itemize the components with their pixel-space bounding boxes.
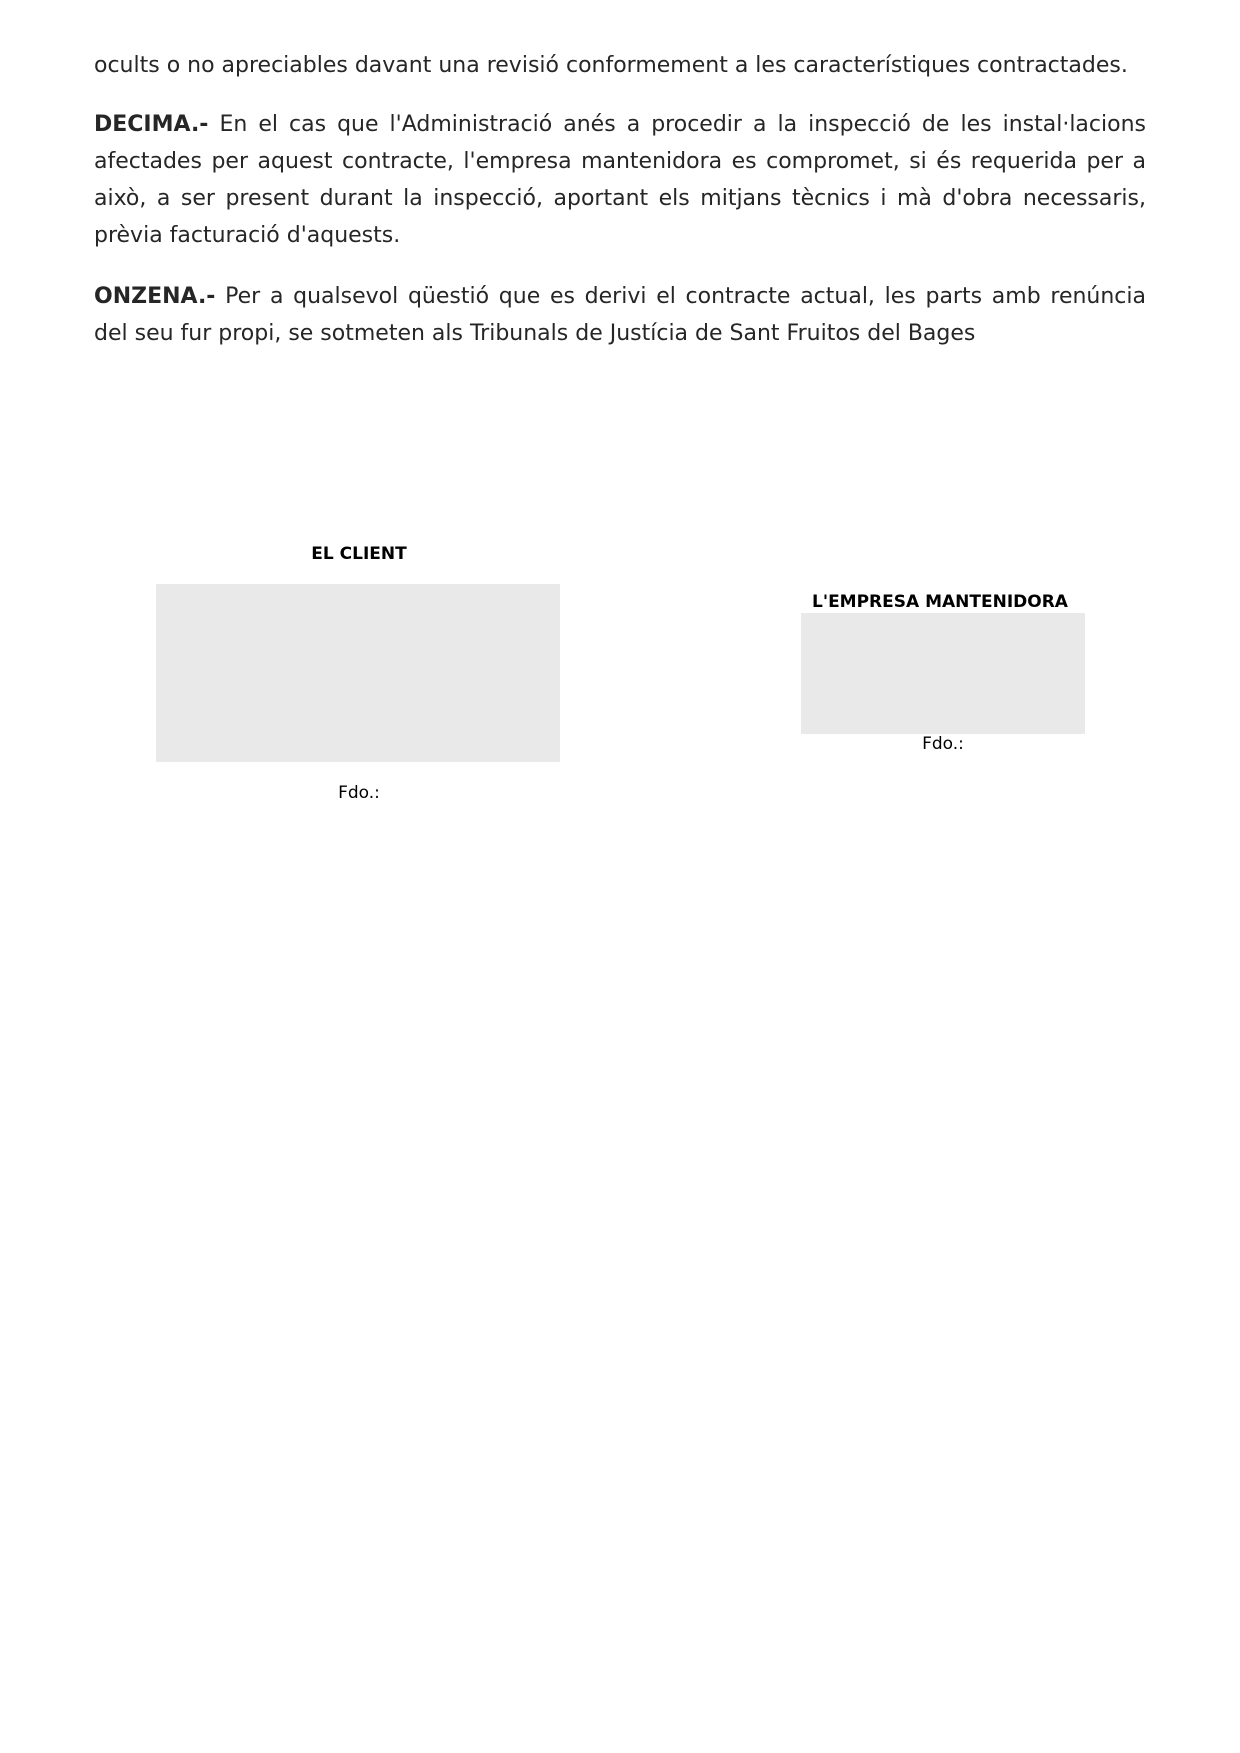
paragraph-continuation xyxy=(94,47,1146,84)
clause-text: En el cas que l'Administració anés a procedir a la inspecció de les instal·lacions afectades per aquest contracte, l'empresa mantenidora es compromet, si és requerida per a això, a ser present durant la inspecció, aportant els mitjans tècnics i mà d'obra necessaris, prèvia facturació d'aquests. xyxy=(94,112,1146,248)
client-signature-title: EL CLIENT xyxy=(311,544,407,564)
company-signature-fdo: Fdo.: xyxy=(922,734,964,754)
client-signature-box[interactable] xyxy=(156,584,560,762)
clause-text: Per a qualsevol qüestió que es derivi el contracte actual, les parts amb renúncia del seu fur propi, se sotmeten als Tribunals de Justícia de Sant Fruitos del Bages xyxy=(94,284,1146,346)
paragraph-text: ocults o no apreciables davant una revisió conformement a les característiques contractades. xyxy=(94,53,1128,78)
company-signature-title: L'EMPRESA MANTENIDORA xyxy=(812,592,1068,612)
clause-label: ONZENA.- xyxy=(94,284,216,309)
clause-decima xyxy=(94,106,1146,254)
company-signature-box[interactable] xyxy=(801,613,1085,734)
clause-onzena xyxy=(94,278,1146,352)
client-signature-fdo: Fdo.: xyxy=(338,783,380,803)
clause-label: DECIMA.- xyxy=(94,112,209,137)
